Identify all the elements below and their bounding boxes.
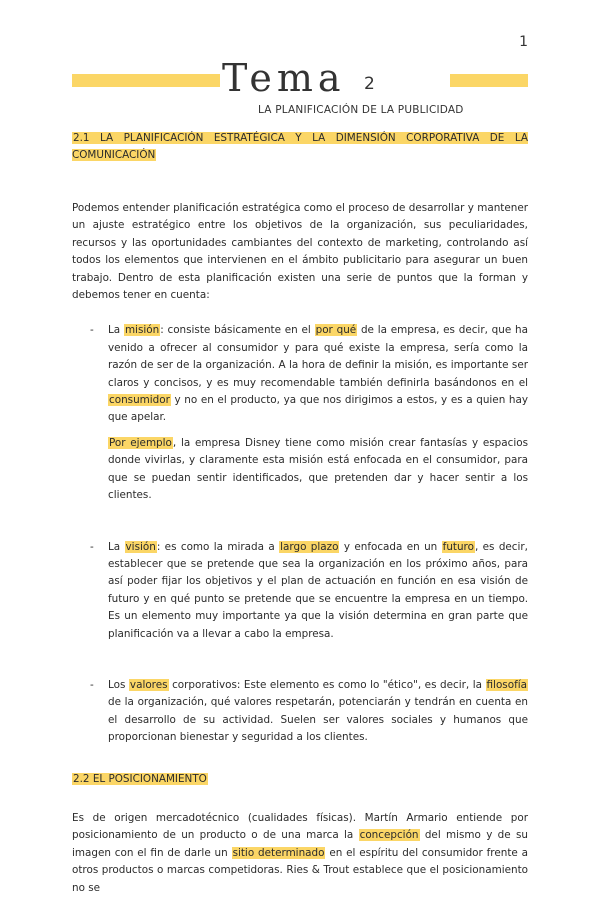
list-dash: - xyxy=(90,540,94,553)
section-heading-2-2 xyxy=(72,771,208,788)
highlight-sitio-determinado: sitio determinado xyxy=(232,846,325,859)
posicionamiento-paragraph: Es de origen mercadotécnico (cualidades físicas). Martín Armario entiende por posicionamiento de un producto o de una marca la concepción del mismo y de su imagen con el fin de darle un sitio determinado en el espíritu del consumidor frente a otros productos o marcas competidoras. Ries & Trout establece que el posicionamiento no se xyxy=(72,811,528,894)
intro-paragraph: Podemos entender planificación estratégica como el proceso de desarrollar y mantener un ajuste estratégico entre los objetivos de la organización, sus peculiaridades, recursos y las oportunidades cambiantes del contexto de marketing, controlando así todos los elementos que intervienen en el ámbito publicitario para asegurar un buen trabajo. Dentro de esta planificación existen una serie de puntos que la forman y debemos tener en cuenta: xyxy=(72,202,528,302)
document-body xyxy=(72,130,528,897)
valores-paragraph: Los valores corporativos: Este elemento es como lo "ético", es decir, la filosofía de la organización, qué valores respetarán, potenciarán y tendrán en cuenta en el desarrollo de su actividad. Suelen ser valores sociales y humanos que proporcionan bienestar y seguridad a los clientes. xyxy=(108,678,528,744)
highlight-consumidor: consumidor xyxy=(109,394,170,407)
highlight-por-ejemplo: Por ejemplo xyxy=(109,436,172,449)
list-dash: - xyxy=(90,678,94,691)
highlight-futuro: futuro xyxy=(442,540,474,553)
page-number: 1 xyxy=(519,34,528,50)
title-number: 2 xyxy=(364,74,375,94)
page-subtitle: LA PLANIFICACIÓN DE LA PUBLICIDAD xyxy=(258,104,464,116)
vision-paragraph: La visión: es como la mirada a largo plazo y enfocada en un futuro, es decir, establecer que se pretende que sea la organización en los próximo años, para así poder fijar los objetivos y el plan de actuación en función en esa visión de futuro y en qué punto se pretende que se encuentre la empresa en un tiempo. Es un elemento muy importante ya que la visión determina en gran parte que planificación va a llevar a cabo la empresa. xyxy=(108,540,528,640)
section-heading-text: 2.2 EL POSICIONAMIENTO xyxy=(73,772,207,785)
list-item-valores xyxy=(72,677,528,747)
highlight-vision: visión xyxy=(125,540,156,553)
title-band xyxy=(72,56,528,100)
highlight-por-que: por qué xyxy=(315,324,357,337)
mision-paragraph: La misión: consiste básicamente en el por qué de la empresa, es decir, que ha venido a ofrecer al consumidor y para qué existe la empresa, sería como la razón de ser de la organización. A la hora de definir la misión, es importante ser claros y concisos, y es muy recomendable también definirla basándonos en el consumidor y no en el producto, ya que nos dirigimos a estos, y es a quien hay que apelar. xyxy=(108,324,528,424)
highlight-valores: valores xyxy=(129,678,168,691)
list-dash: - xyxy=(90,324,94,337)
highlight-largo-plazo: largo plazo xyxy=(280,540,339,553)
page-title: Tema xyxy=(222,56,346,100)
section-heading-text: 2.1 LA PLANIFICACIÓN ESTRATÉGICA Y LA DIMENSIÓN CORPORATIVA DE LA COMUNICACIÓN xyxy=(72,132,528,161)
list-item-mision xyxy=(72,322,528,504)
highlight-filosofia: filosofía xyxy=(486,678,527,691)
concept-list xyxy=(72,322,528,746)
section-heading-2-1 xyxy=(72,130,528,164)
list-item-vision xyxy=(72,539,528,643)
title-decor-bar-left xyxy=(72,74,220,87)
title-decor-bar-right xyxy=(450,74,528,87)
highlight-mision: misión xyxy=(124,324,160,337)
highlight-concepcion: concepción xyxy=(359,829,419,842)
mision-example-paragraph: Por ejemplo, la empresa Disney tiene como misión crear fantasías y espacios donde vivirlas, y claramente esta misión está enfocada en el consumidor, para que se puedan sentir identificados, que pretenden dar y hacer sentir a los clientes. xyxy=(108,436,528,502)
